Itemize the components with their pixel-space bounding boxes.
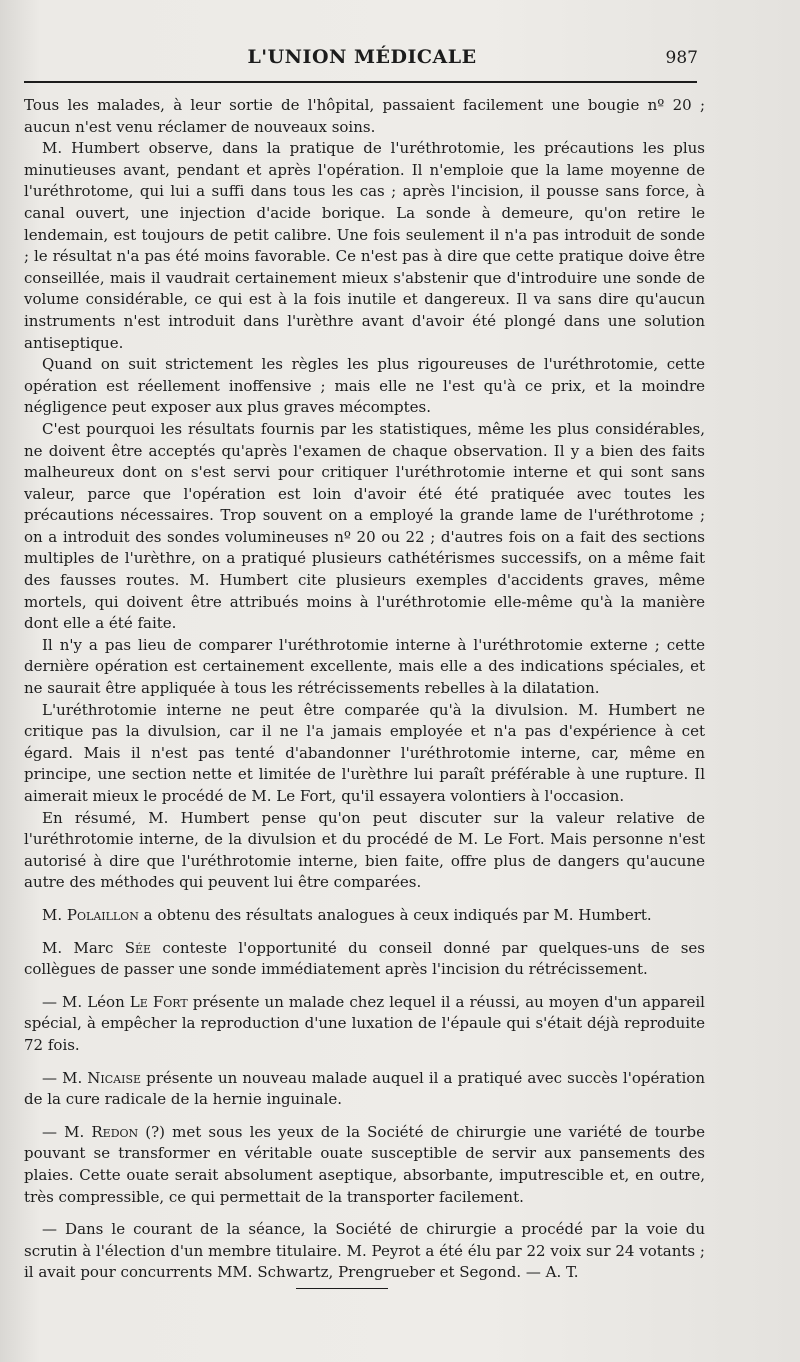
paragraph-2: M. Humbert observe, dans la pratique de l'uréthrotomie, les précautions les plus minutieuses avant, pendant et après l'opération. Il n'emploie que la lame moyenne de l'uréthrotome, qui lui a suffi dans tous les cas ; après l'incision, il pousse sans force, à canal ouvert, une injection d'acide borique. La sonde à demeure, qu'on retire le lendemain, est toujours de petit calibre. Une fois seulement il n'a pas introduit de sonde ; le résultat n'a pas été moins favorable. Ce n'est pas à dire que cette pratique doive être conseillée, mais il vaudrait certainement mieux s'abstenir que d'introduire une sonde de volume considérable, ce qui est à la fois inutile et dangereux. Il va sans dire qu'aucun instruments n'est introduit dans l'urèthre avant d'avoir été plongé dans une solution antiseptique. [24,139,705,352]
page-number: 987 [665,48,698,68]
paragraph-6: L'uréthrotomie interne ne peut être comparée qu'à la divulsion. M. Humbert ne critique pas la divulsion, car il ne l'a jamais employée et n'a pas d'expérience à cet égard. Mais il n'est pas tenté d'abandonner l'uréthrotomie interne, car, même en principe, une section nette et limitée de l'urèthre lui paraît préférable à une rupture. Il aimerait mieux le procédé de M. Le Fort, qu'il essayera volontiers à l'occasion. [24,700,705,805]
article-body [24,95,705,1284]
end-rule [296,1288,388,1289]
text-fragment: (?) met sous les yeux de la Société de chirurgie une variété de tourbe pouvant se transformer en véritable ouate susceptible de servir aux pansements des plaies. Cette ouate serait absolument aseptique, absorbante, imputrescible et, en outre, très compressible, ce qui permettait de la transporter facilement. [24,1122,705,1206]
person-name: Le Fort [129,992,188,1011]
paragraph-election: — Dans le courant de la séance, la Société de chirurgie a procédé par la voie du scrutin à l'élection d'un membre titulaire. M. Peyrot a été élu par 22 voix sur 24 votants ; il avait pour concurrents MM. Schwartz, Prengrueber et Segond. — A. T. [24,1220,705,1282]
text-fragment: M. Marc [42,938,125,957]
person-name: Redon [91,1122,139,1141]
paragraph-redon [24,1122,705,1208]
running-title: L'UNION MÉDICALE [247,46,477,68]
paragraph-7: En résumé, M. Humbert pense qu'on peut discuter sur la valeur relative de l'uréthrotomie interne, de la divulsion et du procédé de M. Le Fort. Mais personne n'est autorisé à dire que l'uréthrotomie interne, bien faite, offre plus de dangers qu'aucune autre des méthodes qui peuvent lui être comparées. [24,808,705,892]
paragraph-polaillon [24,905,705,927]
text-fragment: présente un malade chez lequel il a réussi, au moyen d'un appareil spécial, à empêcher la reproduction d'une luxation de l'épaule qui s'était déjà reproduite 72 fois. [24,992,705,1054]
paragraph-4: C'est pourquoi les résultats fournis par les statistiques, même les plus considérables, ne doivent être acceptés qu'après l'examen de chaque observation. Il y a bien des faits malheureux dont on s'est servi pour critiquer l'uréthrotomie interne et qui sont sans valeur, parce que l'opération est loin d'avoir été été pratiquée avec toutes les précautions nécessaires. Trop souvent on a employé la grande lame de l'uréthrotome ; on a introduit des sondes volumineuses nº 20 ou 22 ; d'autres fois on a fait des sections multiples de l'urèthre, on a pratiqué plusieurs cathétérismes successifs, on a même fait des fausses routes. M. Humbert cite plusieurs exemples d'accidents graves, même mortels, qui doivent être attribués moins à l'uréthrotomie elle-même qu'à la manière dont elle a été faite. [24,419,705,633]
page-header [24,46,700,76]
text-fragment: conteste l'opportunité du conseil donné par quelques-uns de ses collègues de passer une sonde immédiatement après l'incision du rétrécissement. [24,938,705,979]
person-name: Nicaise [87,1068,142,1087]
text-fragment: M. [42,905,67,924]
header-rule [24,81,697,83]
paragraph-3: Quand on suit strictement les règles les plus rigoureuses de l'uréthrotomie, cette opération est réellement inoffensive ; mais elle ne l'est qu'à ce prix, et la moindre négligence peut exposer aux plus graves mécomptes. [24,355,705,417]
text-fragment: a obtenu des résultats analogues à ceux indiqués par M. Humbert. [138,905,652,924]
paragraph-1: Tous les malades, à leur sortie de l'hôpital, passaient facilement une bougie nº 20 ; aucun n'est venu réclamer de nouveaux soins. [24,96,705,136]
person-name: Polaillon [66,905,139,924]
paragraph-le-fort [24,992,705,1057]
text-fragment: — M. [42,1122,92,1141]
text-fragment: — M. Léon [42,992,130,1011]
text-fragment: — M. [42,1068,88,1087]
paragraph-5: Il n'y a pas lieu de comparer l'uréthrotomie interne à l'uréthrotomie externe ; cette dernière opération est certainement excellente, mais elle a des indications spéciales, et ne saurait être appliquée à tous les rétrécissements rebelles à la dilatation. [24,635,705,698]
paragraph-see [24,938,705,981]
person-name: Sée [124,938,152,957]
paragraph-nicaise [24,1068,705,1111]
text-fragment: présente un nouveau malade auquel il a pratiqué avec succès l'opération de la cure radicale de la hernie inguinale. [24,1068,705,1109]
